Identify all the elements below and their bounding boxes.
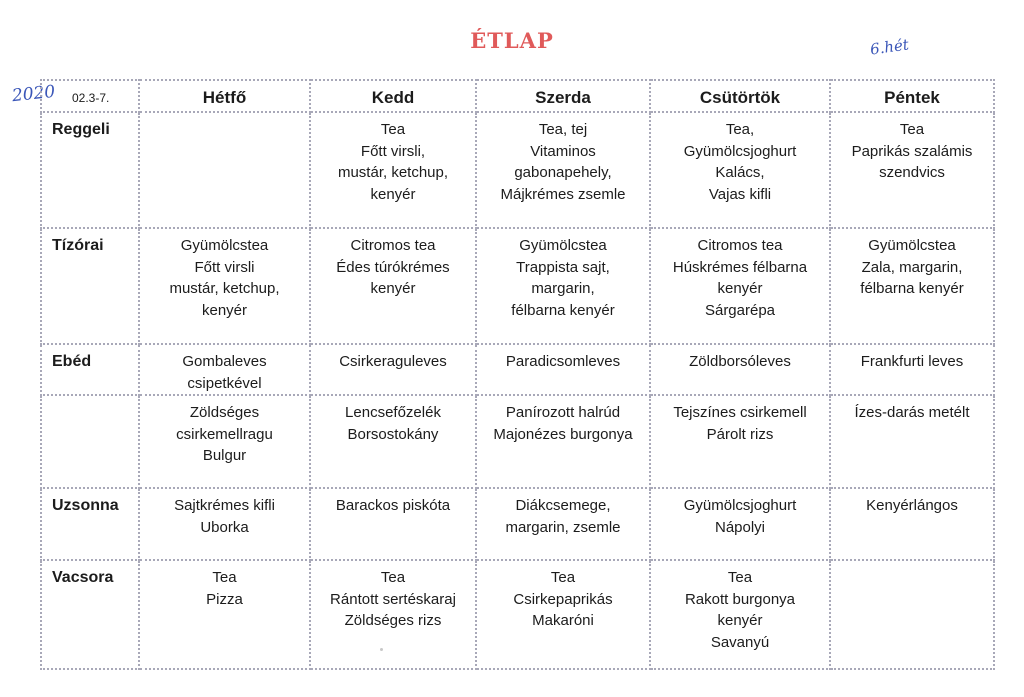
- menu-cell-uzsonna-wednesday: [476, 488, 650, 560]
- menu-cell-tizorai-tuesday: [310, 228, 476, 344]
- meal-label: Tízórai: [41, 228, 139, 344]
- menu-item: Húskrémes félbarna: [672, 258, 808, 276]
- handwritten-year-note: 2020: [11, 81, 57, 107]
- date-range: 02.3-7.: [41, 80, 139, 112]
- menu-item: Lencsefőzelék: [345, 404, 441, 421]
- menu-item: mustár, ketchup,: [337, 164, 449, 181]
- menu-item: kenyér: [370, 185, 416, 203]
- meal-row-vacsora: [41, 560, 994, 669]
- menu-cell-vacsora-tuesday: [310, 560, 476, 669]
- meal-label: [41, 395, 139, 488]
- day-header-tuesday: Kedd: [310, 80, 476, 112]
- menu-item: félbarna kenyér: [511, 301, 615, 319]
- meal-row-ebed-foetel: [41, 395, 994, 488]
- menu-cell-ebed-leves-friday: [830, 344, 994, 395]
- menu-item: Diákcsemege,: [515, 497, 611, 514]
- menu-item: Bulgur: [202, 447, 247, 464]
- menu-item: Rántott sertéskaraj: [330, 590, 456, 608]
- menu-item: Pizza: [206, 590, 243, 608]
- menu-item: Édes túrókrémes: [336, 258, 450, 276]
- menu-item: Paprikás szalámis: [851, 142, 973, 160]
- menu-cell-reggeli-thursday: [650, 112, 830, 228]
- header-row: [41, 80, 994, 112]
- day-header-monday: Hétfő: [139, 80, 310, 112]
- menu-cell-vacsora-monday: [139, 560, 310, 669]
- menu-cell-ebed-foetel-thursday: [650, 395, 830, 488]
- menu-item: Trappista sajt,: [516, 258, 610, 276]
- menu-item: szendvics: [879, 164, 945, 181]
- meal-label: Uzsonna: [41, 488, 139, 560]
- menu-item: Tea,: [725, 121, 755, 138]
- meal-row-ebed-leves: [41, 344, 994, 395]
- menu-item: Tea: [380, 569, 406, 586]
- menu-item: kenyér: [717, 280, 763, 297]
- menu-cell-ebed-leves-monday: [139, 344, 310, 395]
- menu-item: Gyümölcsjoghurt: [683, 142, 797, 160]
- menu-item: csirkemellragu: [176, 425, 273, 443]
- menu-item: Gyümölcsjoghurt: [683, 497, 797, 514]
- menu-item: Tea, tej: [538, 121, 588, 138]
- menu-item: Gyümölcstea: [868, 237, 956, 254]
- day-header-thursday: Csütörtök: [650, 80, 830, 112]
- menu-table: [40, 79, 995, 670]
- menu-item: Gyümölcstea: [519, 237, 607, 254]
- menu-cell-uzsonna-thursday: [650, 488, 830, 560]
- menu-cell-uzsonna-tuesday: [310, 488, 476, 560]
- menu-item: gabonapehely,: [514, 164, 612, 181]
- menu-cell-tizorai-monday: [139, 228, 310, 344]
- handwritten-week-note: 6.hét: [868, 35, 910, 59]
- menu-cell-tizorai-wednesday: [476, 228, 650, 344]
- meal-label: Vacsora: [41, 560, 139, 669]
- menu-cell-reggeli-friday: [830, 112, 994, 228]
- menu-cell-tizorai-thursday: [650, 228, 830, 344]
- menu-item: Citromos tea: [350, 237, 436, 254]
- menu-item: Főtt virsli,: [360, 142, 426, 160]
- menu-cell-ebed-leves-thursday: [650, 344, 830, 395]
- menu-item: Párolt rizs: [706, 425, 774, 443]
- menu-item: csipetkével: [187, 374, 262, 392]
- menu-item: Vitaminos: [530, 142, 596, 160]
- menu-item: Savanyú: [710, 633, 770, 651]
- menu-cell-ebed-foetel-tuesday: [310, 395, 476, 488]
- menu-item: Paradicsomleves: [505, 353, 621, 370]
- menu-cell-uzsonna-friday: [830, 488, 994, 560]
- menu-cell-reggeli-tuesday: [310, 112, 476, 228]
- menu-item: Májkrémes zsemle: [500, 185, 626, 203]
- menu-item: Főtt virsli: [194, 258, 255, 276]
- menu-item: Gyümölcstea: [180, 237, 269, 254]
- menu-item: Barackos piskóta: [335, 497, 451, 514]
- menu-cell-vacsora-wednesday: [476, 560, 650, 669]
- menu-item: Zöldséges: [189, 404, 260, 421]
- day-header-friday: Péntek: [830, 80, 994, 112]
- menu-item: kenyér: [370, 280, 416, 297]
- menu-item: Frankfurti leves: [860, 353, 964, 370]
- menu-item: Zöldséges rizs: [344, 612, 442, 629]
- menu-item: Makaróni: [532, 612, 594, 629]
- menu-item: Csirkepaprikás: [513, 590, 613, 608]
- menu-item: Borsostokány: [347, 425, 439, 443]
- menu-item: Uborka: [200, 518, 249, 536]
- menu-cell-ebed-leves-tuesday: [310, 344, 476, 395]
- meal-row-uzsonna: [41, 488, 994, 560]
- menu-cell-uzsonna-monday: [139, 488, 310, 560]
- menu-item: Vajas kifli: [708, 185, 772, 203]
- menu-cell-ebed-foetel-monday: [139, 395, 310, 488]
- menu-item: Kalács,: [715, 164, 765, 181]
- menu-item: Gombaleves: [182, 353, 267, 370]
- menu-cell-ebed-leves-wednesday: [476, 344, 650, 395]
- menu-item: kenyér: [717, 612, 763, 629]
- menu-cell-vacsora-thursday: [650, 560, 830, 669]
- menu-item: Majonézes burgonya: [493, 425, 633, 443]
- menu-cell-vacsora-friday: [830, 560, 994, 669]
- menu-cell-reggeli-monday: [139, 112, 310, 228]
- menu-item: Tea: [550, 569, 576, 586]
- menu-item: Citromos tea: [697, 237, 783, 254]
- menu-item: Tea: [212, 569, 237, 586]
- menu-item: Csirkeraguleves: [339, 353, 447, 370]
- menu-item: Tejszínes csirkemell: [673, 404, 807, 421]
- menu-item: Zöldborsóleves: [689, 353, 791, 370]
- menu-cell-ebed-foetel-wednesday: [476, 395, 650, 488]
- menu-item: mustár, ketchup,: [169, 280, 280, 297]
- menu-item: Rakott burgonya: [684, 590, 796, 608]
- meal-label: Reggeli: [41, 112, 139, 228]
- menu-item: margarin, zsemle: [505, 518, 621, 536]
- menu-item: Tea: [380, 121, 406, 138]
- menu-item: Tea: [899, 121, 925, 138]
- menu-item: Panírozott halrúd: [505, 404, 621, 421]
- menu-item: margarin,: [531, 280, 595, 297]
- day-header-wednesday: Szerda: [476, 80, 650, 112]
- scan-speck: [380, 648, 383, 651]
- menu-item: Sárgarépa: [704, 301, 776, 319]
- menu-title: ÉTLAP: [470, 28, 554, 53]
- menu-cell-reggeli-wednesday: [476, 112, 650, 228]
- meal-row-tizorai: [41, 228, 994, 344]
- menu-item: félbarna kenyér: [860, 280, 964, 297]
- menu-item: Nápolyi: [714, 518, 766, 536]
- menu-item: kenyér: [201, 301, 248, 319]
- menu-item: Sajtkrémes kifli: [174, 497, 275, 514]
- menu-item: Tea: [727, 569, 753, 586]
- menu-cell-ebed-foetel-friday: [830, 395, 994, 488]
- meal-label: Ebéd: [41, 344, 139, 395]
- menu-item: Kenyérlángos: [866, 497, 958, 514]
- menu-item: Ízes-darás metélt: [854, 404, 970, 421]
- menu-cell-tizorai-friday: [830, 228, 994, 344]
- meal-row-reggeli: [41, 112, 994, 228]
- menu-item: Zala, margarin,: [861, 258, 963, 276]
